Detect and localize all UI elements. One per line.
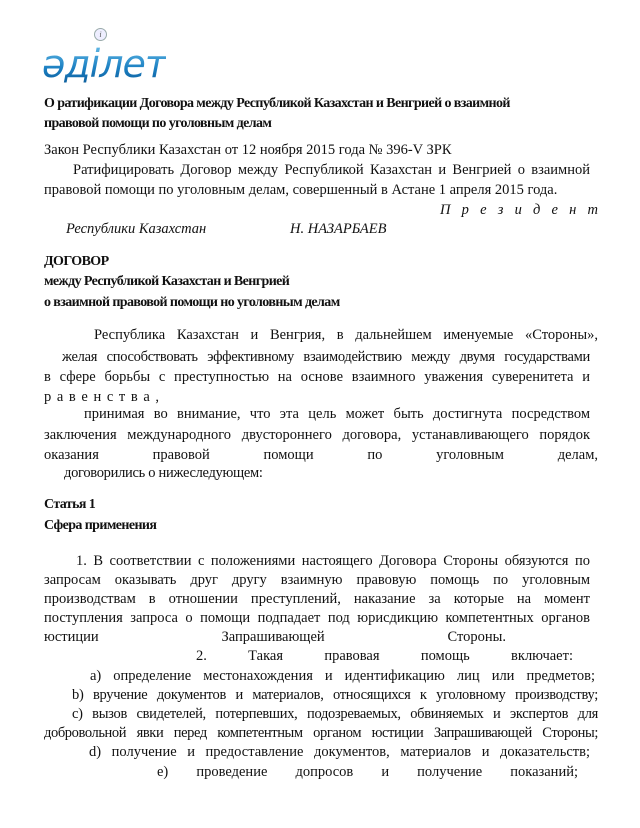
article-line: добровольной явки перед компетентным органом юстиции Запрашивающей Стороны;	[44, 725, 598, 741]
preamble-line: в сфере борьбы с преступностью на основе взаимного уважения суверенитета и	[44, 369, 590, 385]
treaty-heading-3: о взаимной правовой помощи но уголовным делам	[44, 295, 340, 310]
article-line: 2. Такая правовая помощь включает:	[196, 648, 573, 664]
article-line: производствам в отношении преступлений, наказание за которые на момент	[44, 591, 590, 607]
preamble-line: Республика Казахстан и Венгрия, в дальнейшем именуемые «Стороны»,	[94, 327, 598, 343]
ratify-line-1: Ратифицировать Договор между Республикой Казахстан и Венгрией о взаимной	[73, 162, 590, 178]
treaty-heading-1: ДОГОВОР	[44, 254, 109, 269]
preamble-line: договорились о нижеследующем:	[64, 465, 263, 481]
ratify-line-2: правовой помощи по уголовным делам, совершенный в Астане 1 апреля 2015 года.	[44, 182, 558, 198]
logo-info-icon: i	[94, 28, 107, 41]
preamble-line: желая способствовать эффективному взаимодействию между двумя государствами	[62, 349, 590, 365]
article-line: 1. В соответствии с положениями настоящего Договора Стороны обязуются по	[76, 553, 590, 569]
signature-country: Республики Казахстан	[66, 221, 207, 237]
article-line: e) проведение допросов и получение показаний;	[157, 764, 578, 780]
treaty-heading-2: между Республикой Казахстан и Венгрией	[44, 274, 290, 289]
preamble-line: заключения международного двустороннего договора, устанавливающего порядок	[44, 427, 590, 443]
article-line: поступления запроса о помощи подпадает под юрисдикцию компетентных органов	[44, 610, 590, 626]
preamble-line: оказания правовой помощи по уголовным делам,	[44, 447, 598, 463]
preamble-line: принимая во внимание, что эта цель может быть достигнута посредством	[84, 406, 590, 422]
article-line: юстиции Запрашивающей Стороны.	[44, 629, 506, 645]
signature-name: Н. НАЗАРБАЕВ	[290, 221, 387, 237]
article-title: Сфера применения	[44, 518, 157, 533]
document-title-line-2: правовой помощи по уголовным делам	[44, 116, 272, 131]
article-number: Статья 1	[44, 497, 96, 512]
article-line: запросам оказывать друг другу взаимную правовую помощь по уголовным	[44, 572, 590, 588]
document-title-line-1: О ратификации Договора между Республикой Казахстан и Венгрией о взаимной	[44, 96, 510, 111]
article-line: a) определение местонахождения и идентификацию лиц или предметов;	[90, 668, 595, 684]
signature-position: П р е з и д е н т	[440, 202, 598, 218]
preamble-line: р а в е н с т в а ,	[44, 389, 160, 405]
law-reference: Закон Республики Казахстан от 12 ноября 2015 года № 396-V ЗРК	[44, 142, 452, 158]
article-line: c) вызов свидетелей, потерпевших, подозреваемых, обвиняемых и экспертов для	[72, 706, 598, 722]
adilet-logo[interactable]: әділет	[42, 42, 167, 86]
article-line: b) вручение документов и материалов, относящихся к уголовному производству;	[72, 687, 598, 703]
article-line: d) получение и предоставление документов, материалов и доказательств;	[89, 744, 590, 760]
